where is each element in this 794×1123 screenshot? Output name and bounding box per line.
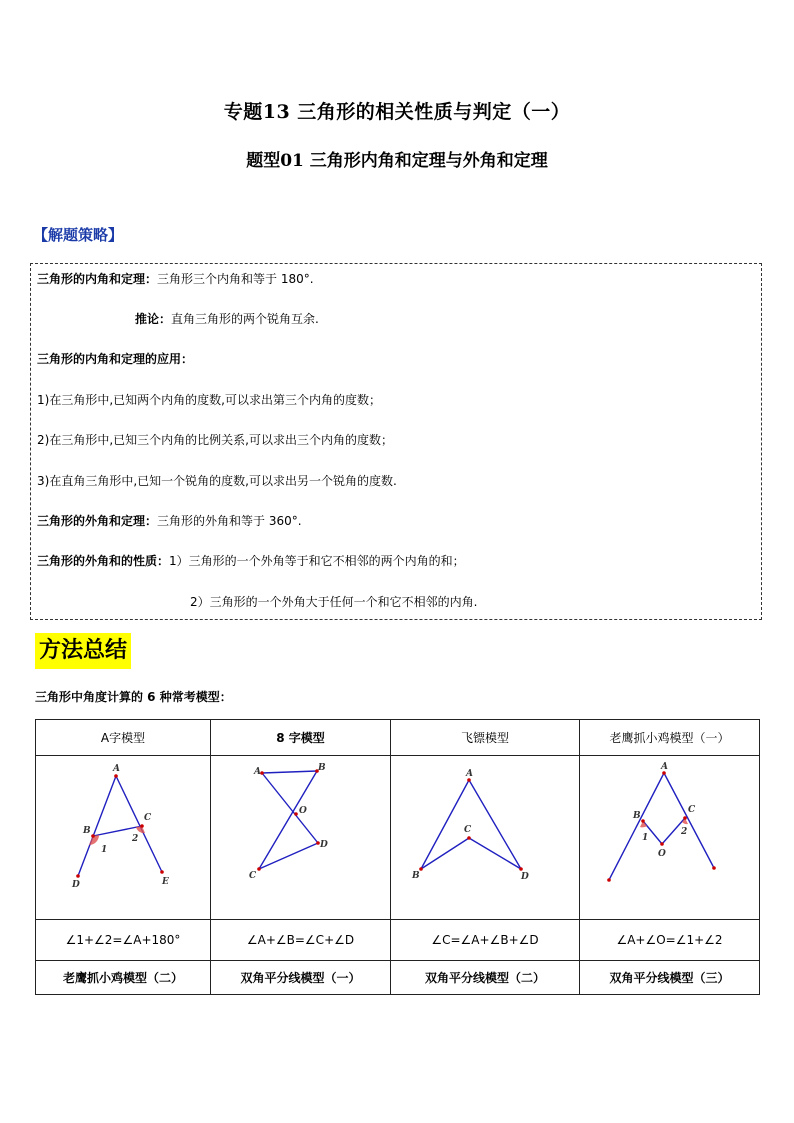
- header-eagle-model-1: 老鹰抓小鸡模型（一）: [580, 720, 760, 756]
- formula-eight-model: ∠A+∠B=∠C+∠D: [211, 920, 391, 961]
- formula-a-model: ∠1+∠2=∠A+180°: [36, 920, 211, 961]
- eight-model-diagram: [211, 756, 391, 916]
- figure-dart-model: [391, 756, 580, 920]
- svg-text:B: B: [83, 826, 91, 836]
- strategy-line: 2)在三角形中,已知三个内角的比例关系,可以求出三个内角的度数；: [37, 433, 393, 447]
- header-eight-model: 8 字模型: [211, 720, 391, 756]
- svg-text:O: O: [658, 849, 666, 859]
- dart-model-diagram: [391, 756, 580, 916]
- header-bisector-model-2: 双角平分线模型（二）: [391, 961, 580, 995]
- formula-eagle-model: ∠A+∠O=∠1+∠2: [580, 920, 760, 961]
- page-subtitle: 题型01 三角形内角和定理与外角和定理: [246, 151, 548, 171]
- svg-text:1: 1: [101, 845, 108, 855]
- svg-text:A: A: [254, 767, 261, 777]
- strategy-line: 三角形的内角和定理的应用：: [37, 352, 194, 366]
- svg-text:E: E: [162, 877, 169, 887]
- eagle-model-diagram: [580, 756, 760, 916]
- svg-text:B: B: [318, 763, 326, 773]
- strategy-line: 3)在直角三角形中,已知一个锐角的度数,可以求出另一个锐角的度数.: [37, 474, 397, 488]
- strategy-line: 2）三角形的一个外角大于任何一个和它不相邻的内角.: [190, 595, 478, 609]
- svg-text:D: D: [521, 872, 529, 882]
- header-bisector-model-1: 双角平分线模型（一）: [211, 961, 391, 995]
- svg-text:A: A: [466, 769, 473, 779]
- header-bisector-model-3: 双角平分线模型（三）: [580, 961, 760, 995]
- page-title: 专题13 三角形的相关性质与判定（一）: [223, 101, 571, 123]
- svg-text:D: D: [320, 840, 328, 850]
- models-intro: 三角形中角度计算的 6 种常考模型：: [35, 690, 232, 704]
- svg-text:C: C: [688, 805, 696, 815]
- figure-a-model: [36, 756, 211, 920]
- figure-eagle-model: [580, 756, 760, 920]
- svg-text:C: C: [464, 825, 472, 835]
- svg-text:C: C: [249, 871, 257, 881]
- figure-eight-model: [211, 756, 391, 920]
- svg-text:A: A: [113, 764, 120, 774]
- svg-text:D: D: [72, 880, 80, 890]
- header-a-model: A字模型: [36, 720, 211, 756]
- strategy-line: 推论：直角三角形的两个锐角互余.: [135, 312, 319, 326]
- models-table: [35, 719, 760, 995]
- strategy-line: 三角形的外角和定理：三角形的外角和等于 360°.: [37, 514, 302, 528]
- strategy-line: 三角形的内角和定理：三角形三个内角和等于 180°.: [37, 272, 314, 286]
- svg-text:1: 1: [642, 833, 649, 843]
- strategy-line: 三角形的外角和的性质：1）三角形的一个外角等于和它不相邻的两个内角的和；: [37, 554, 465, 568]
- svg-text:B: B: [633, 811, 641, 821]
- header-eagle-model-2: 老鹰抓小鸡模型（二）: [36, 961, 211, 995]
- formula-dart-model: ∠C=∠A+∠B+∠D: [391, 920, 580, 961]
- svg-text:B: B: [412, 871, 420, 881]
- svg-text:A: A: [661, 762, 668, 772]
- method-summary-heading: 方法总结: [35, 633, 131, 669]
- header-dart-model: 飞镖模型: [391, 720, 580, 756]
- svg-text:O: O: [299, 806, 307, 816]
- a-model-diagram: [36, 756, 211, 916]
- svg-text:C: C: [144, 813, 152, 823]
- svg-text:2: 2: [132, 834, 139, 844]
- strategy-heading: 【解题策略】: [33, 226, 124, 244]
- svg-text:2: 2: [681, 827, 688, 837]
- strategy-line: 1)在三角形中,已知两个内角的度数,可以求出第三个内角的度数；: [37, 393, 381, 407]
